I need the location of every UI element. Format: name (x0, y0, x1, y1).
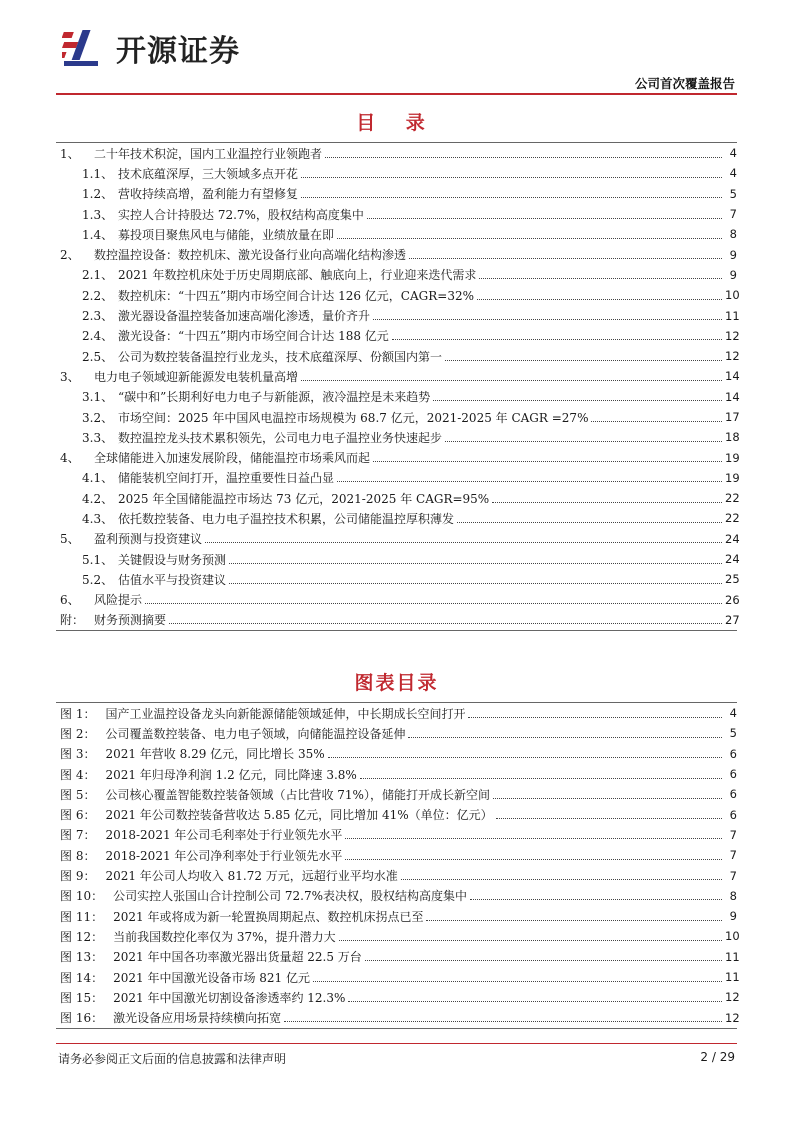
toc-entry[interactable] (56, 387, 740, 407)
figure-entry[interactable] (56, 744, 737, 764)
figures-title: 图表目录 (354, 672, 439, 694)
entry-page: 10 (725, 929, 740, 944)
dot-leader (392, 339, 722, 340)
entry-title: 2018-2021 年公司毛利率处于行业领先水平 (105, 828, 343, 843)
entry-number: 5、 (60, 532, 80, 547)
figure-entry[interactable] (56, 804, 737, 824)
entry-number: 图 2： (60, 726, 96, 741)
figure-entry[interactable] (56, 865, 737, 885)
entry-number: 图 13： (60, 950, 104, 965)
entry-page: 5 (729, 726, 737, 741)
entry-title: 技术底蕴深厚，三大领域多点开花 (118, 166, 299, 181)
entry-page: 12 (725, 1010, 740, 1025)
entry-title: 募投项目聚焦风电与储能，业绩放量在即 (118, 227, 335, 242)
entry-number: 2.4、 (82, 329, 114, 344)
entry-number: 图 4： (60, 767, 96, 782)
entry-page: 14 (725, 389, 740, 404)
footer-disclaimer: 请务必参阅正文后面的信息披露和法律声明 (58, 1052, 287, 1066)
entry-number: 3.2、 (82, 410, 114, 425)
toc-entry[interactable] (56, 265, 737, 285)
entry-number: 图 15： (60, 990, 104, 1005)
entry-number: 2.3、 (82, 309, 114, 324)
dot-leader (493, 798, 722, 799)
dot-leader (492, 502, 722, 503)
toc-entry[interactable] (56, 407, 740, 427)
entry-page: 12 (725, 328, 740, 343)
toc-title: 目 录 (356, 112, 437, 134)
figure-entry[interactable] (56, 845, 737, 865)
entry-number: 1.4、 (82, 227, 114, 242)
entry-number: 图 12： (60, 929, 104, 944)
figure-entry[interactable] (56, 886, 737, 906)
figure-entry[interactable] (56, 764, 737, 784)
dot-leader (367, 218, 722, 219)
entry-page: 10 (725, 288, 740, 303)
toc-entry[interactable] (56, 549, 740, 569)
dot-leader (301, 177, 722, 178)
report-type-label: 公司首次覆盖报告 (634, 76, 735, 91)
toc-entry[interactable] (56, 569, 740, 589)
entry-title: 2021 年或将成为新一轮置换周期起点、数控机床拐点已至 (113, 909, 424, 924)
entry-page: 12 (725, 349, 740, 364)
entry-page: 14 (725, 369, 740, 384)
entry-page: 7 (729, 868, 737, 883)
dot-leader (470, 899, 722, 900)
entry-number: 图 11： (60, 909, 104, 924)
entry-title: 风险提示 (94, 593, 143, 608)
entry-page: 19 (725, 450, 740, 465)
figure-entry[interactable] (56, 947, 740, 967)
header-divider (56, 93, 737, 95)
dot-leader (468, 717, 722, 718)
entry-title: 2021 年中国激光设备市场 821 亿元 (113, 970, 310, 985)
entry-number: 1.3、 (82, 207, 114, 222)
entry-title: 市场空间：2025 年中国风电温控市场规模为 68.7 亿元，2021-2025 年 CAGR =27% (118, 410, 589, 425)
entry-number: 4.1、 (82, 471, 114, 486)
dot-leader (591, 421, 722, 422)
dot-leader (301, 380, 722, 381)
dot-leader (373, 461, 722, 462)
toc-entry[interactable] (56, 610, 740, 630)
entry-page: 7 (729, 207, 737, 222)
entry-title: 数控温控龙头技术累积领先，公司电力电子温控业务快速起步 (118, 430, 443, 445)
entry-page: 27 (725, 612, 740, 627)
toc-entry[interactable] (56, 143, 737, 163)
figure-entry[interactable] (56, 825, 737, 845)
entry-title: 关键假设与财务预测 (118, 552, 227, 567)
dot-leader (328, 757, 722, 758)
dot-leader (325, 157, 722, 158)
dot-leader (339, 940, 722, 941)
dot-leader (477, 299, 722, 300)
dot-leader (229, 563, 722, 564)
entry-page: 9 (729, 267, 737, 282)
dot-leader (409, 258, 722, 259)
entry-title: 激光设备：“十四五”期内市场空间合计达 188 亿元 (118, 329, 389, 344)
toc-entry[interactable] (56, 488, 740, 508)
entry-title: 2025 年全国储能温控市场达 73 亿元，2021-2025 年 CAGR=95% (118, 491, 490, 506)
entry-page: 12 (725, 990, 740, 1005)
entry-page: 4 (729, 166, 737, 181)
entry-page: 8 (729, 888, 737, 903)
dot-leader (313, 981, 722, 982)
toc-entry[interactable] (56, 447, 740, 467)
entry-title: 二十年技术积淀，国内工业温控行业领跑者 (94, 146, 323, 161)
entry-number: 图 14： (60, 970, 104, 985)
entry-number: 图 1： (60, 706, 96, 721)
figure-entry[interactable] (56, 703, 737, 723)
entry-number: 图 10： (60, 889, 104, 904)
entry-page: 17 (725, 410, 740, 424)
dot-leader (337, 481, 722, 482)
entry-page: 18 (725, 430, 740, 445)
toc-entry[interactable] (56, 529, 740, 549)
logo-text: 开源证券 (116, 34, 240, 69)
dot-leader (479, 278, 722, 279)
entry-number: 4、 (60, 451, 80, 466)
entry-number: 6、 (60, 593, 80, 608)
entry-page: 7 (729, 848, 737, 863)
entry-page: 4 (729, 706, 737, 721)
logo-mark-icon (62, 26, 110, 70)
toc-entry[interactable] (56, 224, 737, 244)
dot-leader (496, 818, 722, 819)
entry-title: 2021 年中国各功率激光器出货量超 22.5 万台 (113, 950, 362, 965)
toc-entry[interactable] (56, 346, 740, 366)
toc-entry[interactable] (56, 468, 740, 488)
entry-title: 营收持续高增，盈利能力有望修复 (118, 187, 299, 202)
entry-page: 22 (725, 511, 740, 526)
entry-title: 激光设备应用场景持续横向拓宽 (113, 1011, 282, 1026)
entry-page: 11 (725, 949, 740, 964)
entry-title: 2018-2021 年公司净利率处于行业领先水平 (105, 848, 343, 863)
toc-entry[interactable] (56, 204, 737, 224)
dot-leader (445, 441, 722, 442)
entry-number: 图 8： (60, 848, 96, 863)
entry-page: 6 (729, 746, 737, 761)
dot-leader (426, 920, 722, 921)
entry-title: 实控人合计持股达 72.7%，股权结构高度集中 (118, 207, 364, 222)
entry-title: “碳中和”长期利好电力电子与新能源，液冷温控是未来趋势 (118, 390, 431, 405)
figures-list (56, 702, 740, 1029)
figure-entry[interactable] (56, 926, 740, 946)
entry-page: 11 (725, 970, 740, 984)
entry-number: 5.2、 (82, 572, 114, 587)
brand-logo (62, 26, 240, 70)
entry-number: 2.5、 (82, 349, 114, 364)
entry-title: 国产工业温控设备龙头向新能源储能领域延伸，中长期成长空间打开 (105, 706, 466, 721)
dot-leader (365, 960, 722, 961)
entry-page: 6 (729, 767, 737, 782)
toc-entry[interactable] (56, 285, 740, 305)
dot-leader (345, 838, 722, 839)
dot-leader (337, 238, 722, 239)
dot-leader (373, 319, 722, 320)
entry-title: 数控机床：“十四五”期内市场空间合计达 126 亿元，CAGR=32% (118, 288, 474, 303)
entry-title: 全球储能进入加速发展阶段，储能温控市场乘风而起 (94, 451, 371, 466)
entry-title: 2021 年中国激光切割设备渗透率约 12.3% (113, 990, 346, 1005)
dot-leader (445, 360, 722, 361)
entry-title: 2021 年公司人均收入 81.72 万元，远超行业平均水准 (105, 869, 398, 884)
figure-entry[interactable] (56, 723, 737, 743)
entry-number: 2、 (60, 248, 80, 263)
entry-number: 3.3、 (82, 430, 114, 445)
entry-number: 图 7： (60, 828, 96, 843)
toc-list (56, 142, 740, 631)
entry-title: 激光器设备温控装备加速高端化渗透，量价齐升 (118, 309, 371, 324)
dot-leader (433, 400, 722, 401)
toc-entry[interactable] (56, 244, 737, 264)
entry-number: 3.1、 (82, 390, 114, 405)
entry-number: 3、 (60, 369, 80, 384)
entry-title: 2021 年营收 8.29 亿元，同比增长 35% (105, 747, 325, 762)
entry-page: 26 (725, 592, 740, 607)
entry-number: 图 9： (60, 869, 96, 884)
toc-entry[interactable] (56, 427, 740, 447)
entry-page: 5 (729, 186, 737, 201)
entry-number: 1、 (60, 146, 80, 161)
dot-leader (457, 522, 722, 523)
entry-title: 2021 年公司数控装备营收达 5.85 亿元，同比增加 41%（单位：亿元） (105, 808, 493, 823)
entry-title: 2021 年数控机床处于历史周期底部、触底向上，行业迎来迭代需求 (118, 268, 477, 283)
entry-page: 6 (729, 787, 737, 802)
dot-leader (229, 583, 722, 584)
entry-title: 2021 年归母净利润 1.2 亿元，同比降速 3.8% (105, 767, 357, 782)
entry-number: 附： (60, 613, 85, 628)
dot-leader (205, 542, 722, 543)
entry-title: 当前我国数控化率仅为 37%，提升潜力大 (113, 929, 336, 944)
entry-title: 公司核心覆盖智能数控装备领域（占比营收 71%），储能打开成长新空间 (105, 787, 490, 802)
entry-title: 公司实控人张国山合计控制公司 72.7%表决权，股权结构高度集中 (113, 889, 468, 904)
dot-leader (348, 1001, 722, 1002)
entry-title: 估值水平与投资建议 (118, 572, 227, 587)
entry-number: 2.2、 (82, 288, 114, 303)
entry-number: 1.2、 (82, 187, 114, 202)
entry-number: 4.2、 (82, 491, 114, 506)
entry-number: 图 6： (60, 808, 96, 823)
figure-entry[interactable] (56, 784, 737, 804)
toc-entry[interactable] (56, 366, 740, 386)
entry-title: 公司覆盖数控装备、电力电子领域，向储能温控设备延伸 (105, 726, 406, 741)
entry-number: 图 3： (60, 747, 96, 762)
entry-number: 图 16： (60, 1011, 104, 1026)
dot-leader (169, 623, 722, 624)
entry-number: 图 5： (60, 787, 96, 802)
dot-leader (401, 879, 722, 880)
toc-entry[interactable] (56, 590, 740, 610)
entry-title: 盈利预测与投资建议 (94, 532, 203, 547)
toc-entry[interactable] (56, 184, 737, 204)
entry-number: 5.1、 (82, 552, 114, 567)
entry-number: 1.1、 (82, 166, 114, 181)
entry-title: 电力电子领域迎新能源发电装机量高增 (94, 369, 299, 384)
toc-entry[interactable] (56, 326, 740, 346)
entry-page: 7 (729, 827, 737, 842)
entry-page: 24 (725, 552, 740, 567)
toc-entry[interactable] (56, 508, 740, 528)
figure-entry[interactable] (56, 967, 740, 987)
entry-page: 11 (725, 308, 740, 323)
dot-leader (301, 197, 722, 198)
entry-page: 9 (729, 909, 737, 924)
entry-page: 6 (729, 807, 737, 822)
dot-leader (360, 778, 722, 779)
entry-title: 财务预测摘要 (94, 613, 167, 628)
entry-number: 2.1、 (82, 268, 114, 283)
toc-entry[interactable] (56, 305, 740, 325)
entry-title: 公司为数控装备温控行业龙头，技术底蕴深厚、份额国内第一 (118, 349, 443, 364)
entry-page: 24 (725, 531, 740, 546)
dot-leader (145, 603, 722, 604)
entry-page: 9 (729, 247, 737, 262)
entry-page: 25 (725, 572, 740, 587)
entry-title: 储能装机空间打开，温控重要性日益凸显 (118, 471, 335, 486)
page-number: 2 / 29 (700, 1050, 735, 1064)
toc-entry[interactable] (56, 163, 737, 183)
entry-title: 依托数控装备、电力电子温控技术积累，公司储能温控厚积薄发 (118, 511, 455, 526)
entry-page: 22 (725, 491, 740, 506)
figure-entry[interactable] (56, 1007, 740, 1027)
entry-page: 19 (725, 470, 740, 485)
footer-divider (56, 1043, 737, 1044)
figure-entry[interactable] (56, 906, 737, 926)
dot-leader (408, 737, 722, 738)
dot-leader (284, 1021, 722, 1022)
figure-entry[interactable] (56, 987, 740, 1007)
entry-page: 8 (729, 227, 737, 242)
dot-leader (345, 859, 722, 860)
entry-number: 4.3、 (82, 511, 114, 526)
entry-title: 数控温控设备：数控机床、激光设备行业向高端化结构渗透 (94, 248, 407, 263)
entry-page: 4 (729, 146, 737, 161)
